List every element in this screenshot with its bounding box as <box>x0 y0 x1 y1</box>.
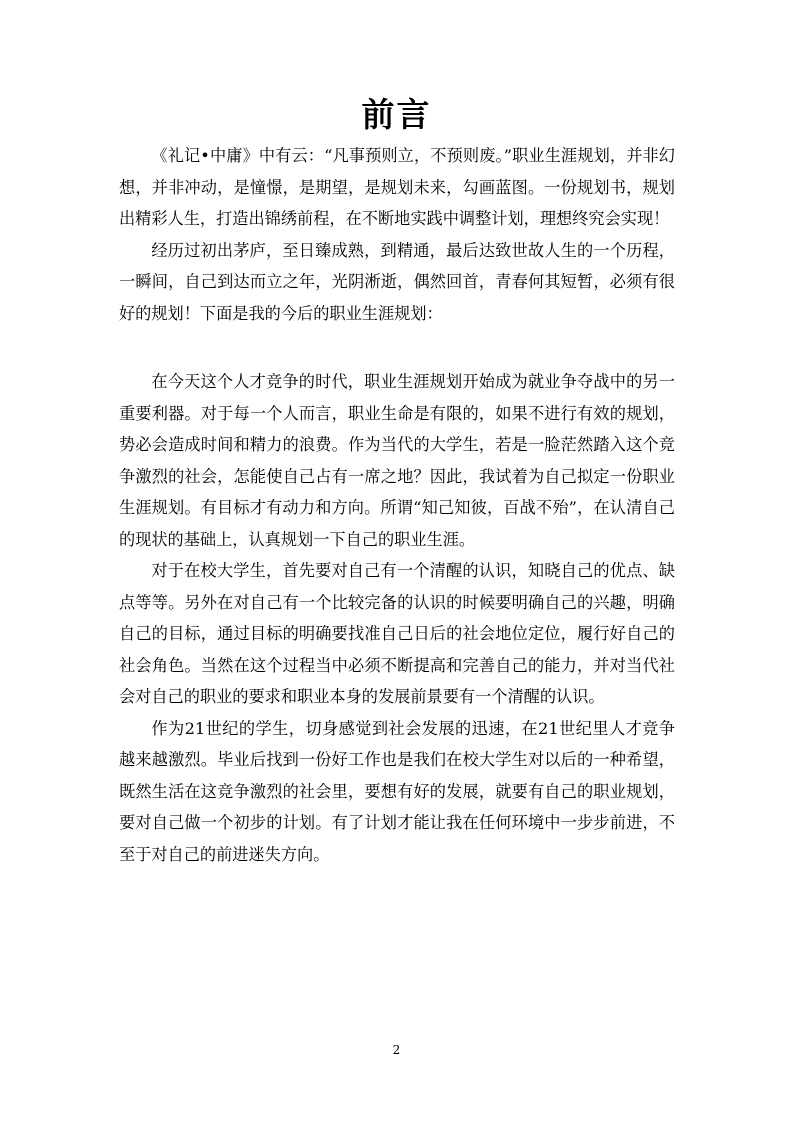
preface-paragraph-2: 经历过初出茅庐，至日臻成熟，到精通，最后达致世故人生的一个历程，一瞬间，自己到达而立之年，光阴淅逝，偶然回首，青春何其短暂，必须有很好的规划！下面是我的今后的职业生涯规划： <box>119 240 675 323</box>
page-title: 前言 <box>361 95 432 134</box>
preface-section <box>119 140 675 329</box>
body-paragraph-3: 作为21世纪的学生，切身感觉到社会发展的迅速，在21世纪里人才竞争越来越激烈。毕业后找到一份好工作也是我们在校大学生对以后的一种希望，既然生活在这竞争激烈的社会里，要想有好的发展，就要有自己的职业规划，要对自己做一个初步的计划。有了计划才能让我在任何环境中一步步前进，不至于对自己的前进迷失方向。 <box>119 718 675 864</box>
preface-paragraph-1: 《礼记•中庸》中有云：“凡事预则立，不预则废。”职业生涯规划，并非幻想，并非冲动，是憧憬，是期望，是规划未来，勾画蓝图。一份规划书，规划出精彩人生，打造出锦绣前程，在不断地实践中调整计划，理想终究会实现！ <box>119 146 675 228</box>
body-section <box>119 366 675 870</box>
page-number: 2 <box>392 1043 401 1057</box>
body-paragraph-2: 对于在校大学生，首先要对自己有一个清醒的认识，知晓自己的优点、缺点等等。另外在对自己有一个比较完备的认识的时候要明确自己的兴趣，明确自己的目标，通过目标的明确要找准自己日后的社会地位定位，履行好自己的社会角色。当然在这个过程当中必须不断提高和完善自己的能力，并对当代社会对自己的职业的要求和职业本身的发展前景要有一个清醒的认识。 <box>119 561 675 706</box>
body-paragraph-1: 在今天这个人才竞争的时代，职业生涯规划开始成为就业争夺战中的另一重要利器。对于每一个人而言，职业生命是有限的，如果不进行有效的规划，势必会造成时间和精力的浪费。作为当代的大学生，若是一脸茫然踏入这个竞争激烈的社会，怎能使自己占有一席之地？因此，我试着为自己拟定一份职业生涯规划。有目标才有动力和方向。所谓“知己知彼，百战不殆”，在认清自己的现状的基础上，认真规划一下自己的职业生涯。 <box>119 372 675 549</box>
